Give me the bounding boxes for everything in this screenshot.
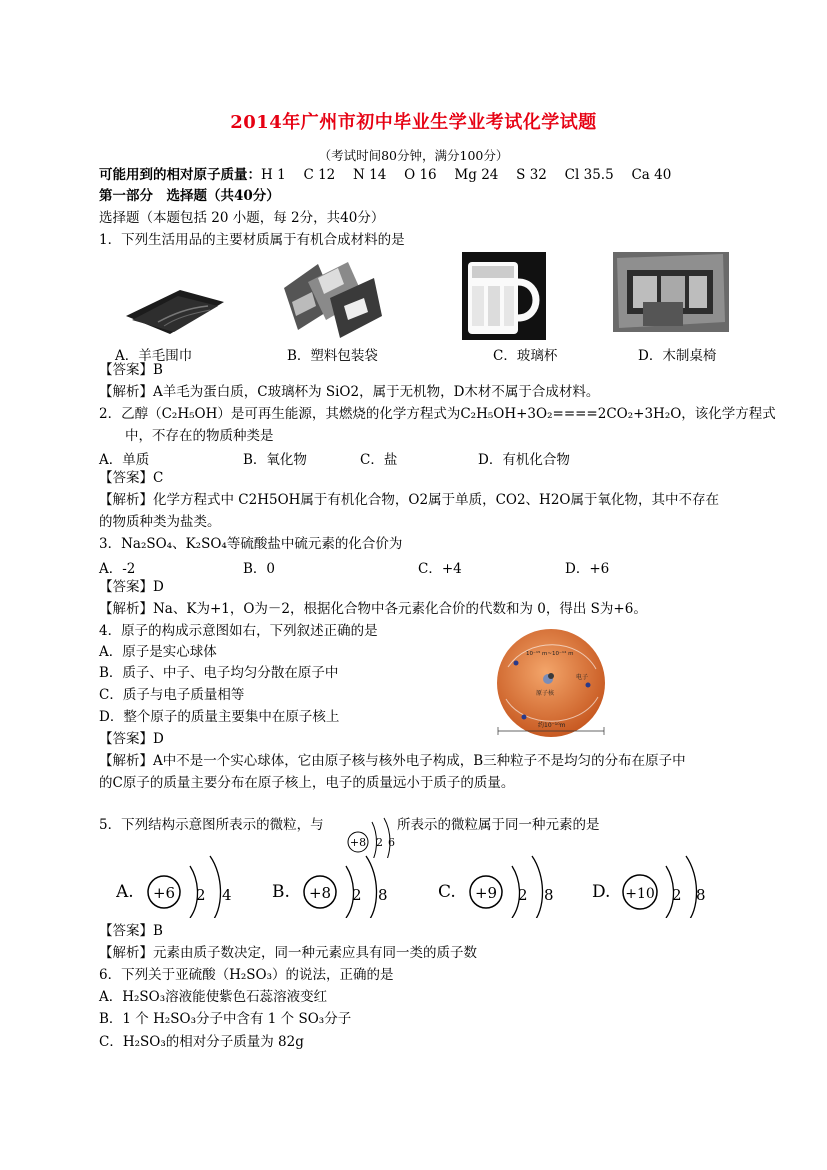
q2-stem: 2．乙醇（C₂H₅OH）是可再生能源，其燃烧的化学方程式为C₂H₅OH+3O₂====2CO₂+3H₂O，该化学方程式 bbox=[99, 406, 776, 422]
q5-option-b-e2: 8 bbox=[378, 886, 388, 904]
q1-stem: 1．下列生活用品的主要材质属于有机合成材料的是 bbox=[99, 232, 405, 248]
atom-electron-label: 电子 bbox=[576, 674, 589, 681]
q5-option-c-nucleus: +9 bbox=[474, 884, 498, 902]
q2-analysis-cont: 的物质种类为盐类。 bbox=[99, 514, 221, 530]
q3-option-a: A．-2 bbox=[99, 561, 136, 577]
q3-stem: 3．Na₂SO₄、K₂SO₄等硫酸盐中硫元素的化合价为 bbox=[99, 536, 403, 552]
q2-stem-cont: 中，不存在的物质种类是 bbox=[125, 428, 274, 444]
q5-option-a-letter: A. bbox=[116, 882, 134, 902]
section-intro: 选择题（本题包括 20 小题，每 2分，共40分） bbox=[99, 210, 385, 226]
atomic-mass-line bbox=[99, 166, 671, 184]
q1-option-a: A．羊毛围巾 bbox=[115, 348, 193, 364]
q1-option-b: B．塑料包装袋 bbox=[287, 348, 378, 364]
q4-answer: 【答案】D bbox=[99, 731, 164, 747]
q5-ref-e2: 6 bbox=[388, 836, 395, 849]
q5-option-c-e2: 8 bbox=[544, 886, 554, 904]
q3-option-b: B．0 bbox=[243, 561, 276, 577]
q5-option-d-letter: D. bbox=[592, 882, 611, 902]
q3-option-d: D．+6 bbox=[565, 561, 610, 577]
q5-option-b-letter: B. bbox=[272, 882, 290, 902]
q5-option-d-nucleus: +10 bbox=[625, 886, 655, 902]
q5-stem-a: 5．下列结构示意图所表示的微粒，与 bbox=[99, 817, 324, 833]
q6-option-a: A．H₂SO₃溶液能使紫色石蕊溶液变红 bbox=[99, 989, 328, 1005]
wooden-furniture-image bbox=[613, 252, 729, 332]
q4-option-a: A．原子是实心球体 bbox=[99, 644, 217, 660]
q4-analysis-cont: 的C原子的质量主要分布在原子核上，电子的质量远小于质子的质量。 bbox=[99, 775, 515, 791]
atomic-mass-values: H 1 C 12 N 14 O 16 Mg 24 S 32 Cl 35.5 Ca 40 bbox=[261, 167, 672, 183]
q5-option-c-e1: 2 bbox=[518, 886, 528, 904]
q5-option-c-letter: C. bbox=[438, 882, 456, 902]
q6-option-b: B．1 个 H₂SO₃分子中含有 1 个 SO₃分子 bbox=[99, 1011, 352, 1027]
q3-answer: 【答案】D bbox=[99, 579, 164, 595]
q2-option-d: D．有机化合物 bbox=[478, 452, 570, 468]
atom-structure-figure bbox=[488, 627, 614, 739]
q5-analysis: 【解析】元素由质子数决定，同一种元素应具有同一类的质子数 bbox=[99, 945, 477, 961]
q4-option-c: C．质子与电子质量相等 bbox=[99, 687, 245, 703]
section-title: 第一部分 选择题（共40分） bbox=[99, 188, 280, 204]
q5-option-b-nucleus: +8 bbox=[308, 884, 332, 902]
q5-stem-b: 所表示的微粒属于同一种元素的是 bbox=[397, 817, 600, 833]
q6-option-c: C．H₂SO₃的相对分子质量为 82g bbox=[99, 1034, 304, 1050]
q2-option-c: C．盐 bbox=[360, 452, 398, 468]
q3-analysis: 【解析】Na、K为+1，O为－2，根据化合物中各元素化合价的代数和为 0，得出 S为+6。 bbox=[99, 601, 647, 617]
q6-stem: 6．下列关于亚硫酸（H₂SO₃）的说法，正确的是 bbox=[99, 967, 394, 983]
q4-stem: 4．原子的构成示意图如右，下列叙述正确的是 bbox=[99, 623, 378, 639]
q2-analysis: 【解析】化学方程式中 C2H5OH属于有机化合物，O2属于单质，CO2、H2O属于氧化物，其中不存在 bbox=[99, 492, 719, 508]
q5-option-b-e1: 2 bbox=[352, 886, 362, 904]
q5-option-d-e1: 2 bbox=[672, 886, 682, 904]
atom-size-label: 约10⁻¹⁰m bbox=[538, 722, 566, 729]
atom-nucleus-size-label: 10⁻¹⁵ m~10⁻¹⁴ m bbox=[526, 651, 574, 657]
q5-option-d-structure bbox=[592, 848, 722, 918]
q5-option-b-structure bbox=[272, 848, 402, 918]
exam-title: 2014年广州市初中毕业生学业考试化学试题 bbox=[230, 112, 597, 133]
q1-option-d: D．木制桌椅 bbox=[638, 348, 717, 364]
q5-option-c-structure bbox=[438, 848, 568, 918]
q5-ref-e1: 2 bbox=[376, 836, 383, 849]
scarf-image bbox=[118, 288, 228, 340]
q4-option-b: B．质子、中子、电子均匀分散在原子中 bbox=[99, 665, 339, 681]
q5-answer: 【答案】B bbox=[99, 923, 163, 939]
q5-option-d-e2: 8 bbox=[696, 886, 706, 904]
glass-cup-image bbox=[462, 252, 546, 340]
q5-option-a-nucleus: +6 bbox=[152, 884, 176, 902]
q2-option-a: A．单质 bbox=[99, 452, 150, 468]
q1-option-c: C．玻璃杯 bbox=[493, 348, 558, 364]
exam-subtitle: （考试时间80分钟，满分100分） bbox=[318, 148, 509, 163]
q2-answer: 【答案】C bbox=[99, 470, 164, 486]
q4-analysis: 【解析】A中不是一个实心球体，它由原子核与核外电子构成，B三种粒子不是均匀的分布在原子中 bbox=[99, 753, 686, 769]
q5-ref-nucleus: +8 bbox=[349, 836, 367, 849]
q5-option-a-e1: 2 bbox=[196, 886, 206, 904]
atomic-mass-label: 可能用到的相对原子质量： bbox=[99, 167, 261, 183]
q2-option-b: B．氧化物 bbox=[243, 452, 307, 468]
q1-analysis: 【解析】A羊毛为蛋白质，C玻璃杯为 SiO2，属于无机物，D木材不属于合成材料。 bbox=[99, 384, 600, 400]
q1-answer: 【答案】B bbox=[99, 362, 163, 378]
plastic-bag-image bbox=[278, 258, 384, 342]
q5-option-a-structure bbox=[116, 848, 246, 918]
q5-option-a-e2: 4 bbox=[222, 886, 232, 904]
q3-option-c: C．+4 bbox=[418, 561, 462, 577]
atom-nucleus-label: 原子核 bbox=[536, 690, 555, 697]
q4-option-d: D．整个原子的质量主要集中在原子核上 bbox=[99, 709, 340, 725]
